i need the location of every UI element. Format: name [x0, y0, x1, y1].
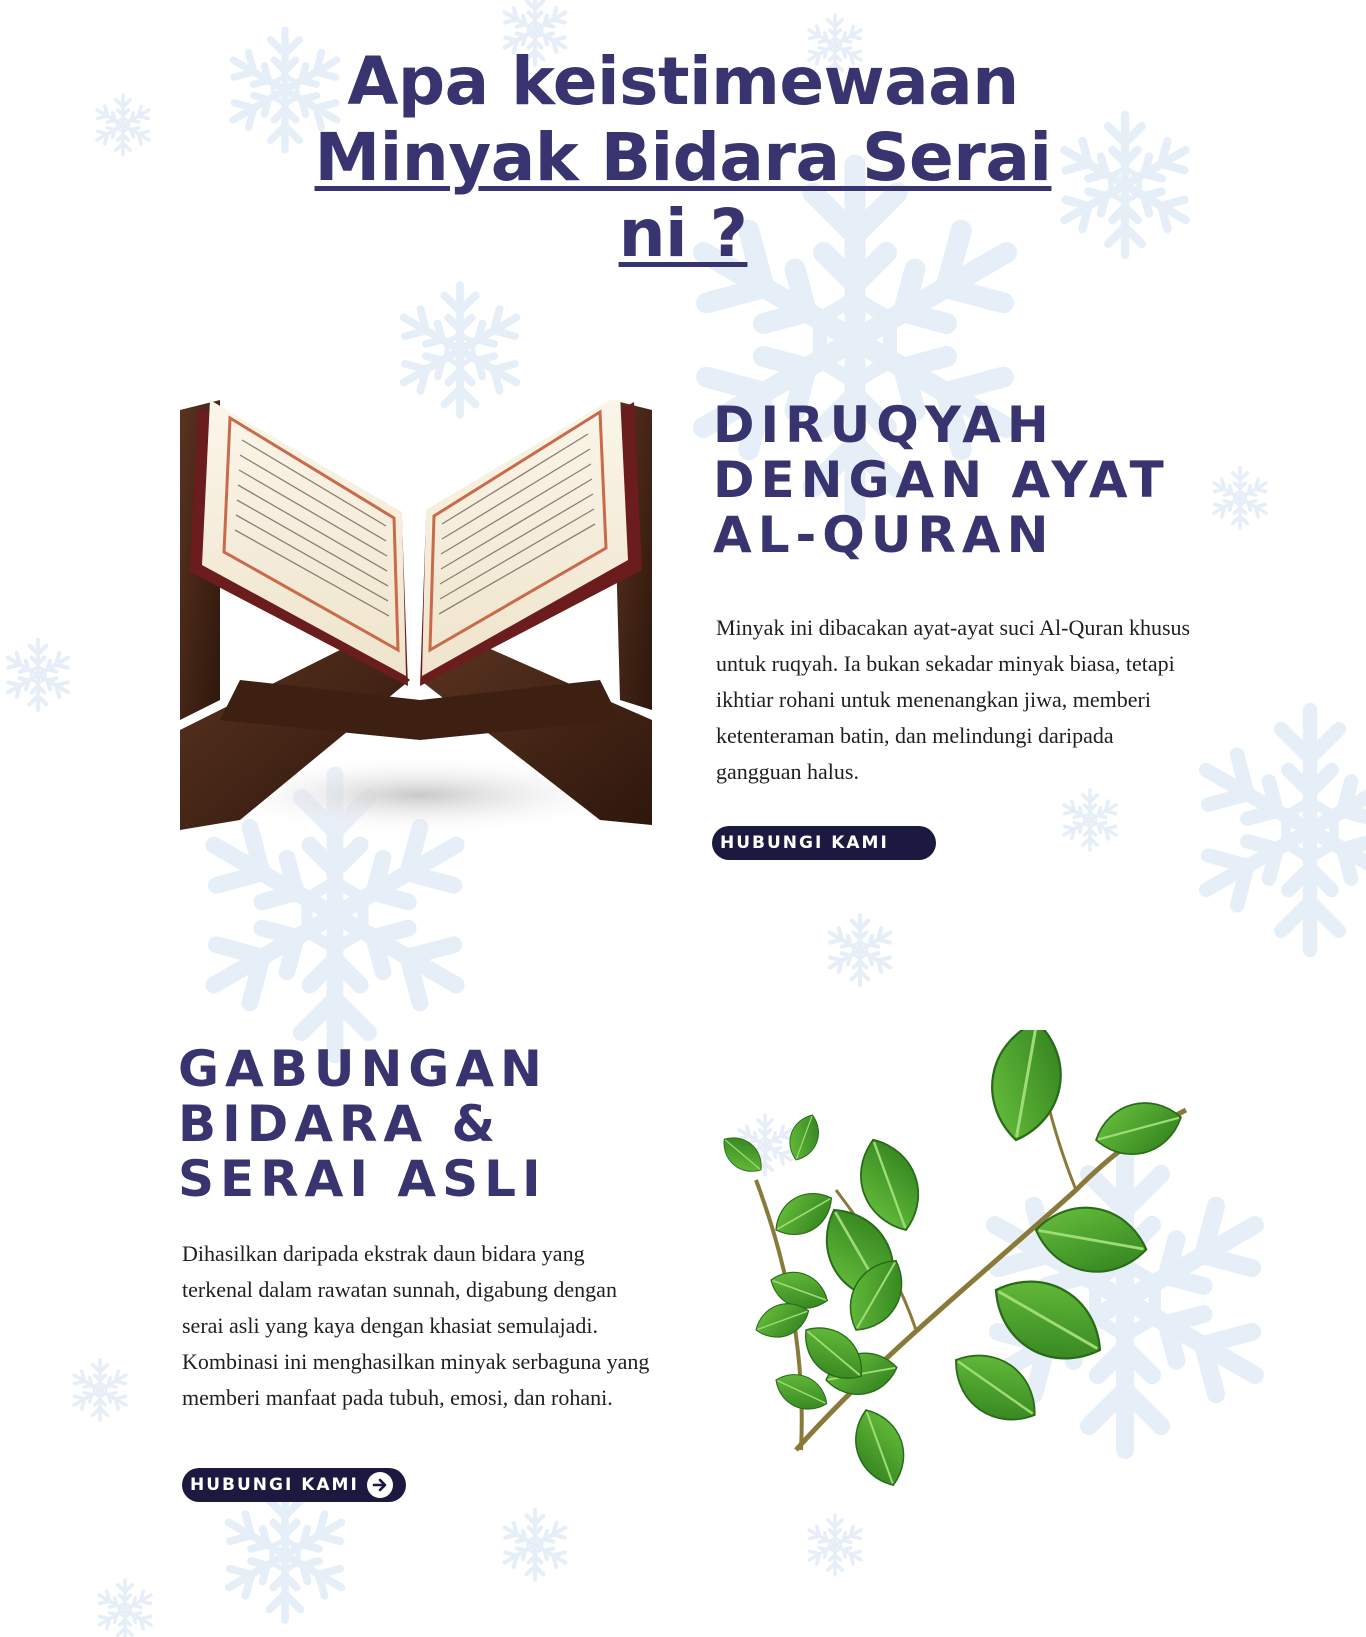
contact-button-1[interactable]: [712, 826, 936, 860]
bidara-leaves-image: [716, 1030, 1190, 1506]
section-1-text: Minyak ini dibacakan ayat-ayat suci Al-Quran khusus untuk ruqyah. Ia bukan sekadar minyak biasa, tetapi ikhtiar rohani untuk menenangkan jiwa, memberi ketenteraman batin, dan melindungi daripada gangguan halus.: [716, 615, 1191, 784]
contact-button-2[interactable]: [182, 1468, 406, 1502]
headline-line-2: Minyak Bidara Serai: [314, 119, 1052, 196]
headline-line-3: ni ?: [618, 195, 748, 272]
leaf-icon: [716, 1030, 1190, 1506]
section-1-title: DIRUQYAH DENGAN AYAT AL-QURAN: [713, 396, 1170, 564]
section-2-text: Dihasilkan daripada ekstrak daun bidara yang terkenal dalam rawatan sunnah, digabung dengan serai asli yang kaya dengan khasiat semulajadi. Kombinasi ini menghasilkan minyak serbaguna yang memberi manfaat pada tubuh, emosi, dan rohani.: [182, 1241, 650, 1410]
arrow-right-circle-icon: [367, 1472, 393, 1498]
contact-button-1-label: HUBUNGI KAMI: [720, 833, 889, 853]
quran-on-rehal-image: [180, 400, 652, 850]
quran-icon: [180, 400, 652, 850]
headline-line-1: Apa keistimewaan: [347, 43, 1019, 120]
section-2-title: GABUNGAN BIDARA & SERAI ASLI: [178, 1040, 548, 1208]
page-title: [250, 44, 1116, 272]
contact-button-2-label: HUBUNGI KAMI: [190, 1475, 359, 1495]
